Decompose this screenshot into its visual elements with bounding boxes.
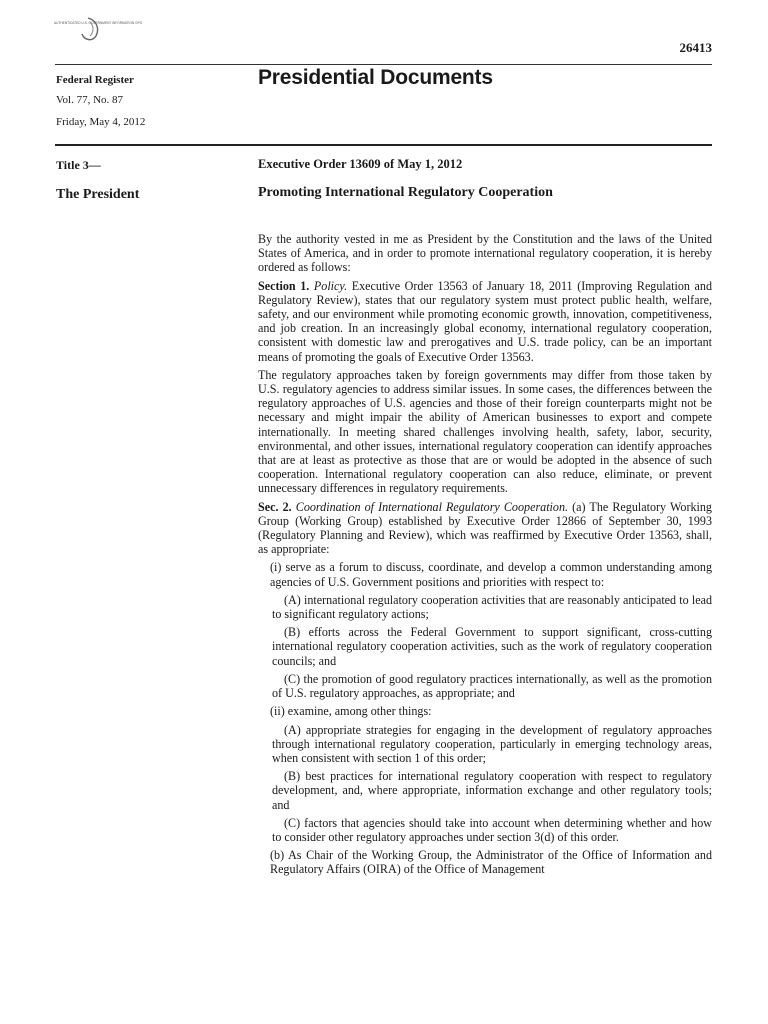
clause-i: (i) serve as a forum to discuss, coordinate, and develop a common understanding among agencies of U.S. Government positions and priorities with respect to: bbox=[270, 560, 712, 589]
section-1-title: Policy. bbox=[313, 278, 348, 293]
page-number: 26413 bbox=[679, 40, 712, 55]
section-1-paragraph bbox=[258, 279, 712, 364]
title-label: Title 3— bbox=[56, 158, 101, 172]
intro-paragraph: By the authority vested in me as President by the Constitution and the laws of the United States of America, and in order to promote international regulatory cooperation, it is hereby ordered as follows: bbox=[258, 232, 712, 275]
clause-i-b: (B) efforts across the Federal Government to support significant, cross-cutting international regulatory cooperation activities, such as the work of regulatory cooperation councils; and bbox=[272, 625, 712, 668]
order-body bbox=[258, 232, 712, 881]
president-label: The President bbox=[56, 187, 140, 202]
seal-text: AUTHENTICATED U.S. GOVERNMENT INFORMATION GPO bbox=[54, 21, 143, 25]
publication-name: Federal Register bbox=[56, 74, 134, 86]
clause-ii: (ii) examine, among other things: bbox=[270, 704, 432, 719]
section-1-text: Executive Order 13563 of January 18, 2011 (Improving Regulation and Regulatory Review), states that our regulatory system must protect public health, welfare, safety, and our environment while promoting economic growth, innovation, competitiveness, and job creation. In an increasingly global economy, international regulatory cooperation, consistent with domestic law and prerogatives and U.S. trade policy, can be an important means of promoting the goals of Executive Order 13563. bbox=[258, 278, 712, 364]
clause-ii-b: (B) best practices for international regulatory cooperation with respect to regulatory development, and, where appropriate, information exchange and other regulatory tools; and bbox=[272, 769, 712, 812]
publication-date: Friday, May 4, 2012 bbox=[56, 116, 146, 128]
volume-number: Vol. 77, No. 87 bbox=[56, 94, 124, 106]
gpo-authentication-seal bbox=[52, 14, 143, 44]
clause-b: (b) As Chair of the Working Group, the Administrator of the Office of Information and Regulatory Affairs (OIRA) of the Office of Management bbox=[270, 848, 712, 877]
section-title: Presidential Documents bbox=[258, 66, 493, 89]
title-rule bbox=[55, 144, 712, 146]
section-2-title: Coordination of International Regulatory Cooperation. bbox=[295, 499, 569, 514]
section-2-label: Sec. 2. bbox=[258, 499, 292, 514]
clause-i-a: (A) international regulatory cooperation activities that are reasonably anticipated to lead to significant regulatory actions; bbox=[272, 592, 712, 622]
regulatory-approaches-paragraph: The regulatory approaches taken by foreign governments may differ from those taken by U.S. regulatory agencies to address similar issues. In some cases, the differences between the regulatory approaches of U.S. agencies and those of their foreign counterparts might not be necessary and might impair the ability of American businesses to export and compete internationally. In meeting shared challenges involving health, safety, labor, security, environmental, and other issues, international regulatory cooperation can identify approaches that are at least as protective as those that are or would be adopted in the absence of such cooperation. International regulatory cooperation can also reduce, eliminate, or prevent unnecessary differences in regulatory requirements. bbox=[258, 367, 712, 496]
header-rule bbox=[55, 64, 712, 65]
clause-ii-a: (A) appropriate strategies for engaging in the development of regulatory approaches through international regulatory cooperation, particularly in emerging technology areas, when consistent with section 1 of this order; bbox=[272, 722, 712, 765]
clause-i-c: (C) the promotion of good regulatory practices internationally, as well as the promotion of U.S. regulatory approaches, as appropriate; and bbox=[272, 671, 712, 701]
clause-ii-c: (C) factors that agencies should take into account when determining whether and how to consider other regulatory approaches under section 3(d) of this order. bbox=[272, 815, 712, 844]
section-2-paragraph bbox=[258, 500, 712, 557]
section-1-label: Section 1. bbox=[258, 278, 310, 293]
executive-order-subtitle: Promoting International Regulatory Cooperation bbox=[258, 185, 553, 200]
executive-order-heading: Executive Order 13609 of May 1, 2012 bbox=[258, 157, 463, 171]
section-2-text: (a) The Regulatory Working Group (Working Group) established by Executive Order 12866 of September 30, 1993 (Regulatory Planning and Review), which was reaffirmed by Executive Order 13563, shall, as appropriate: bbox=[258, 499, 712, 557]
